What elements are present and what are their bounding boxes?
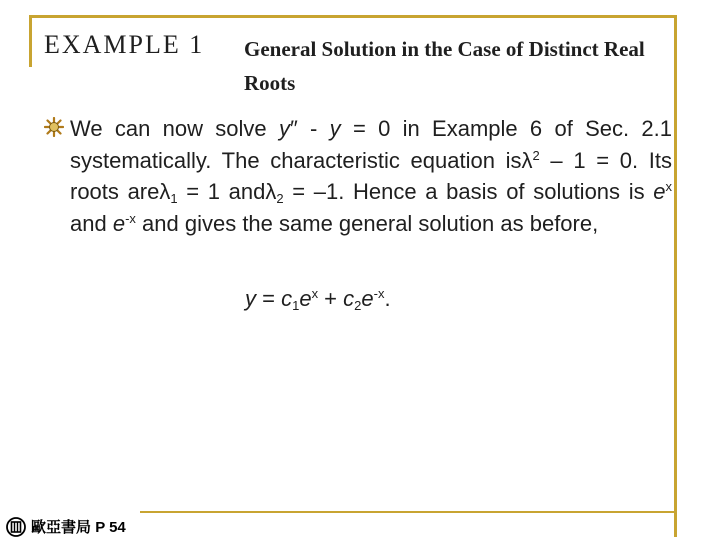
frame-bottom-rule (140, 511, 677, 513)
body-paragraph: We can now solve y″ - y = 0 in Example 6 of Sec. 2.1 systematically. The characteristic equation isλ$^2$ – 1 = 0. Its roots areλ$_1$ = 1 andλ$_2$ = –1. Hence a basis of solutions is $e^x$ and $e^{-x}$ and gives the same general solution as before, (70, 116, 672, 236)
publisher-name: 歐亞書局 (31, 519, 92, 536)
frame-top-rule (29, 15, 677, 18)
star-bullet-icon (44, 117, 64, 137)
page-number: P 54 (95, 519, 126, 536)
footer-credit (31, 516, 126, 537)
publisher-logo-icon (6, 517, 26, 537)
general-solution-formula: $y = c_1e^x + c_2e^{-x}$. (245, 286, 391, 313)
frame-left-rule (29, 15, 32, 67)
example-label: EXAMPLE 1 (44, 30, 205, 59)
slide-title: General Solution in the Case of Distinct Real Roots (244, 37, 645, 95)
